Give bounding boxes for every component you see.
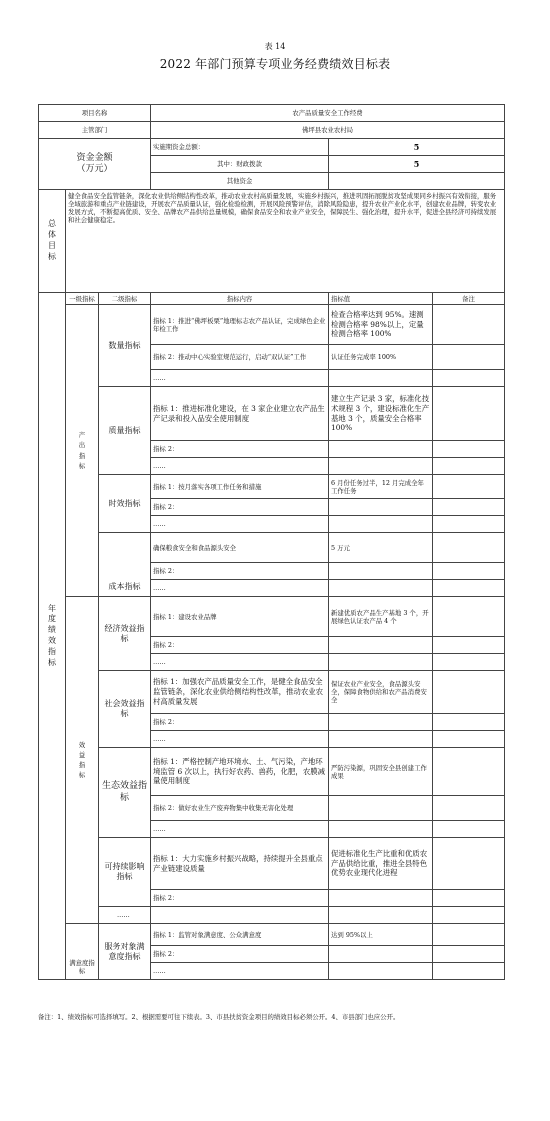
indicator-value — [329, 654, 433, 671]
quantity-indicator-label: 数量指标 — [99, 305, 151, 387]
indicator-content: 指标 1：推进“佛坪板栗”地理标志农产品认证，完成绿色企业年检工作 — [151, 305, 329, 345]
indicator-note — [433, 499, 505, 516]
indicator-note — [433, 963, 505, 980]
indicator-content: 指标 1：推进标准化建设，在 3 家企业建立农产品生产记录和投入品安全使用制度 — [151, 387, 329, 441]
indicator-value: 检查合格率达到 95%。速测检测合格率 98%以上，定量检测合格率 100% — [329, 305, 433, 345]
indicator-content: 指标 1：大力实施乡村振兴战略，持续提升全县重点产业链建设质量 — [151, 838, 329, 890]
benefit-indicator-label: 效 益 指 标 — [66, 597, 99, 924]
indicator-note — [433, 637, 505, 654]
indicator-value: 严防污染源，巩固安全县创建工作成果 — [329, 748, 433, 796]
indicator-content: …… — [151, 370, 329, 387]
page-title: 2022 年部门预算专项业务经费绩效目标表 — [159, 57, 391, 71]
table-number: 表 14 — [264, 42, 286, 51]
funds-total-row — [39, 139, 505, 156]
indicator-content: …… — [151, 516, 329, 533]
overall-goal-row — [39, 190, 505, 293]
ecological-indicator-label: 生态效益指标 — [99, 748, 151, 838]
indicator-value: 保证农业产业安全，食品源头安全，保障食物供给和农产品消费安全 — [329, 671, 433, 714]
indicator-value: 达到 95%以上 — [329, 924, 433, 946]
sustainable-indicator-label: 可持续影响指标 — [99, 838, 151, 907]
indicator-content: 指标 1：建设农业品牌 — [151, 597, 329, 637]
indicator-content — [151, 907, 329, 924]
satisfaction-indicator-label: 服务对象满意度指标 — [99, 924, 151, 980]
funds-other-label: 其他资金 — [151, 173, 329, 190]
indicator-note — [433, 563, 505, 580]
indicator-content: 指标 2： — [151, 714, 329, 731]
funds-label-main: 资金金额 — [76, 152, 113, 163]
indicator-note — [433, 731, 505, 748]
indicator-note — [433, 821, 505, 838]
indicator-note — [433, 475, 505, 499]
indicator-note — [433, 671, 505, 714]
funds-label — [39, 139, 151, 190]
indicator-content: 指标 1：监管对象满意度、公众满意度 — [151, 924, 329, 946]
indicator-note — [433, 890, 505, 907]
indicator-content: 确保粮食安全和食品源头安全 — [151, 533, 329, 563]
indicator-value — [329, 370, 433, 387]
indicator-value: 6 月份任务过半，12 月完成全年工作任务 — [329, 475, 433, 499]
table-row — [39, 924, 505, 946]
indicator-content: 指标 1：严格控制产地环境水、土、气污染，产地环境监管 6 次以上，执行好农药、兽药，化肥，农膜减量使用制度 — [151, 748, 329, 796]
indicator-header-row — [39, 293, 505, 305]
funds-other-value — [329, 173, 505, 190]
indicator-content: 指标 1：按月落实各项工作任务和措施 — [151, 475, 329, 499]
indicator-value: 认证任务完成率 100% — [329, 345, 433, 370]
indicator-content: 指标 2： — [151, 946, 329, 963]
indicator-content: 指标 2： — [151, 441, 329, 458]
indicator-value — [329, 821, 433, 838]
indicator-value — [329, 458, 433, 475]
indicator-content: 指标 2： — [151, 499, 329, 516]
funds-total-label: 实施期资金总额： — [151, 139, 329, 156]
table-row — [39, 387, 505, 441]
indicator-note — [433, 796, 505, 821]
indicator-note — [433, 597, 505, 637]
indicator-note — [433, 924, 505, 946]
indicator-note — [433, 441, 505, 458]
indicator-content: 指标 1：加强农产品质量安全工作，是健全食品安全监管链条，深化农业供给侧结构性改革，推动农业农村高质量发展 — [151, 671, 329, 714]
indicator-value — [329, 907, 433, 924]
indicator-value — [329, 637, 433, 654]
header-content: 指标内容 — [151, 293, 329, 305]
satisfaction-level1-label: 满意度指标 — [66, 924, 99, 980]
indicator-content: 指标 2： — [151, 890, 329, 907]
header-note: 备注 — [433, 293, 505, 305]
funds-label-unit: （万元） — [76, 164, 113, 174]
indicator-note — [433, 387, 505, 441]
dept-row — [39, 122, 505, 139]
indicator-value — [329, 516, 433, 533]
indicator-value: 促进标准化生产比重和优质农产品供给比重，推进全县特色优势农业现代化进程 — [329, 838, 433, 890]
timeliness-indicator-label: 时效指标 — [99, 475, 151, 533]
project-row — [39, 105, 505, 122]
indicator-note — [433, 748, 505, 796]
overall-goal-label: 总 体 目 标 — [39, 190, 66, 293]
indicator-note — [433, 654, 505, 671]
table-row — [39, 907, 505, 924]
indicator-content: …… — [151, 654, 329, 671]
project-value: 农产品质量安全工作经费 — [151, 105, 505, 122]
indicator-note — [433, 458, 505, 475]
indicator-content: 指标 2：推动中心实验室规范运行，启动“双认证”工作 — [151, 345, 329, 370]
indicator-value — [329, 890, 433, 907]
indicator-value: 5 万元 — [329, 533, 433, 563]
dept-label: 主管部门 — [39, 122, 151, 139]
header-level2: 二级指标 — [99, 293, 151, 305]
funds-total-value: 5 — [329, 139, 505, 156]
indicator-value: 新建优质农产品生产基地 3 个，开展绿色认证农产品 4 个 — [329, 597, 433, 637]
header-level1: 一级指标 — [66, 293, 99, 305]
indicator-value — [329, 731, 433, 748]
indicator-note — [433, 580, 505, 597]
indicator-content: 指标 2： — [151, 563, 329, 580]
funds-fiscal-value: 5 — [329, 156, 505, 173]
footnote: 备注：1、绩效指标可选择填写。2、根据需要可往下续表。3、市县扶贫资金项目的绩效目标必须公开。4、市县部门也应公开。 — [38, 1013, 400, 1021]
table-row — [39, 838, 505, 890]
indicator-value — [329, 580, 433, 597]
indicator-value — [329, 499, 433, 516]
indicator-content: …… — [151, 731, 329, 748]
cost-indicator-label: 成本指标 — [99, 533, 151, 597]
indicator-note — [433, 370, 505, 387]
indicator-content: 指标 2： — [151, 637, 329, 654]
output-indicator-label: 产 出 指 标 — [66, 305, 99, 597]
annual-indicator-label: 年 度 绩 效 指 标 — [39, 293, 66, 980]
indicator-note — [433, 838, 505, 890]
indicator-note — [433, 533, 505, 563]
social-indicator-label: 社会效益指标 — [99, 671, 151, 748]
table-row — [39, 475, 505, 499]
performance-goal-table — [38, 104, 505, 980]
project-label: 项目名称 — [39, 105, 151, 122]
indicator-value — [329, 963, 433, 980]
indicator-content: …… — [151, 821, 329, 838]
indicator-note — [433, 516, 505, 533]
header-value: 指标值 — [329, 293, 433, 305]
sustainable-dots: …… — [99, 907, 151, 924]
indicator-note — [433, 305, 505, 345]
table-row — [39, 671, 505, 714]
table-row — [39, 748, 505, 796]
indicator-value — [329, 946, 433, 963]
economic-indicator-label: 经济效益指标 — [99, 597, 151, 671]
indicator-note — [433, 714, 505, 731]
indicator-content: …… — [151, 580, 329, 597]
indicator-note — [433, 946, 505, 963]
quality-indicator-label: 质量指标 — [99, 387, 151, 475]
funds-fiscal-label: 其中：财政拨款 — [151, 156, 329, 173]
table-row — [39, 305, 505, 345]
indicator-content: …… — [151, 458, 329, 475]
indicator-value — [329, 441, 433, 458]
indicator-value: 建立生产记录 3 家，标准化技术规程 3 个，建设标准化生产基地 3 个，质量安全合格率 100% — [329, 387, 433, 441]
indicator-note — [433, 907, 505, 924]
table-row — [39, 533, 505, 563]
indicator-content: 指标 2：做好农业生产废弃物集中收集无害化处理 — [151, 796, 329, 821]
table-row — [39, 597, 505, 637]
indicator-value — [329, 714, 433, 731]
indicator-content: …… — [151, 963, 329, 980]
indicator-note — [433, 345, 505, 370]
overall-goal-text: 健全食品安全监管链条，深化农业供给侧结构性改革，推动农业农村高质量发展，实施乡村振兴，推进巩固拓展脱贫攻坚成果同乡村振兴有效衔接，服务全域旅游和重点产业链建设，开展农产品质量认证，强化检验检测，开展风险预警评估，消除风险隐患，提升农业产业化水平，创建农业品牌，转变农业发展方式，不断提高优质、安全、品牌农产品供给总量规模，确保食品安全和农业产业安全，保障民生、强化治理，提升水平，促进全县经济可持续发展和社会健康稳定。 — [66, 190, 505, 293]
indicator-value — [329, 563, 433, 580]
dept-value: 佛坪县农业农村局 — [151, 122, 505, 139]
indicator-value — [329, 796, 433, 821]
